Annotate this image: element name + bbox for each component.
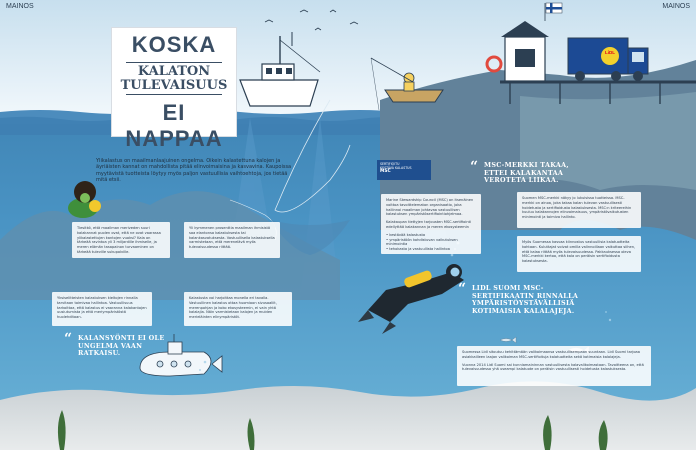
msc-info-sub: Kalakaupan tiettyjen tarjousten MSC-sertifiointi edellyttää kalakannan ja meren ekosysteemin [386, 220, 472, 229]
title-rule-bottom [126, 94, 222, 95]
title-panel [112, 28, 236, 151]
quote-submarine: KALANSYÖNTI EI OLE UNGELMA VAAN RATKAISU. [78, 334, 165, 358]
turtle-fact-box: Tiesitkö, että maailman meriveden suuri kalakannat puolen ovat, että ne ovat vaarassa ylikalastettujen kantojen vuoksi? Kala on tärkeää ravintoa yli 3 miljardille ihmiselle, ja meren elämän tasapainon turvaaminen on tärkeää tuleville sukupolville. [72, 222, 170, 258]
msc-badge-line-1: SERTIFIOITU [380, 162, 400, 166]
title-line-1: KOSKA [131, 32, 217, 57]
quote-lidl: LIDL SUOMI MSC-SERTIFIKAATIN RINNALLA YMPÄRISTÖYSTÄVÄLLISIÄ KOTIMAISIA KALALAJEJA. [472, 284, 579, 315]
fishnet-fact-box: Yli kymmenen prosenttia maailman ihmisistä saa elantonsa kalastuksesta tai kalankasvatuksesta. Vastuullisella kalastuksella varmistetaan, että merenelävä myös tulevaisuudessa riittää. [184, 222, 280, 258]
lidl-info-p1: Suomessa Lidl sitoutuu kehittämään valikoimaansa vastuullisempaan suuntaan. Lidl Suomi tarjoaa asiakkailleen laajan valikoiman MSC-sertifioituja kalatuotteita sekä kotimaisia kalalajeja. [462, 350, 640, 359]
msc-info-box [381, 194, 481, 254]
title-line-4: EI NAPPAA [125, 100, 223, 151]
quote-mark-lidl: “ [458, 281, 467, 297]
right-fact-box-2: Myös Suomessa kasvaa kiinnostus vastuullisia kalatuotteita kohtaan. Kuluttajat voivat omilla valinnoillaan vaikuttaa siihen, että kalaa riittää myös tulevaisuudessa. Pakkauksessa oleva MSC-merkki kertoo, että kala on peräisin sertifioidusta kalastuksesta. [517, 236, 641, 272]
msc-info-main: Marine Stewardship Council (MSC) on itsenäinen voittoa tavoittelematon organisaatio, joka hallinnoi maailman johtavaa vastuullisen kalastuksen ympäristösertifiointiohjelmaa. [386, 198, 474, 217]
lidl-logo: LiDL [605, 50, 615, 55]
msc-badge-line-2: KESTÄVÄ KALASTUS [380, 166, 412, 170]
title-rule-top [126, 62, 222, 63]
ad-label-left: MAINOS [6, 3, 34, 10]
ad-label-right: MAINOS [662, 3, 690, 10]
title-line-2: KALATON [137, 64, 211, 79]
intro-text: Ylikalastus on maailmanlaajuinen ongelma. Oikein kalastettuna kalojen ja äyriäisten kannat on mahdollista pitää elinvoimaisina ja kasvavina. Kaupoissa myytävistä tuotteista löytyy myös paljon vastuullisia vaihtoehtoja, jos tietää mitä etsii. [96, 158, 292, 184]
msc-badge [377, 160, 431, 180]
msc-info-item: • tehokasta ja vastuullista hallintoa [386, 247, 450, 252]
title-line-3: TULEVAISUUS [120, 78, 228, 93]
quote-msc: MSC-MERKKI TAKAA, ETTEI KALAKANTAA VEROTETA LIIKAA. [484, 161, 569, 185]
msc-info-item: • kestävää kalastusta [386, 232, 426, 237]
low-middle-fact-box: Kalastusta voi harjoittaa monella eri tavalla. Vastuullinen kalastus ottaa huomioon sivusaaliit, merenpohjan ja koko ekosysteemin, ei vain yhtä kalalajia. Näin varmistetaan kalojen ja muiden merieläinten elinympäristöt. [184, 292, 292, 326]
msc-badge-logo: MSC [380, 169, 391, 174]
msc-info-item: • ympäristöön kohdistuvan vaikutuksen minimointia [386, 237, 458, 247]
lidl-info-box [457, 346, 651, 386]
lidl-info-p2: Vuonna 2014 Lidl Suomi sai kunniamaininnan vastuullisesta kalavalikoimastaan. Tavoitteena on, että tulevaisuudessa yhä useampi kalatuote on peräisin vastuullisesti hoidetusta kalastuksesta. [462, 362, 644, 372]
low-left-fact-box: Yksiselitteisten kalastuksen kieltojen rinnalla tarvitaan toimivaa hallintoa. Vastuullisuus tarkoittaa, että kalastus ei vaaranna kalakantojen uusiutumista ja että meriympäristöstä huolehditaan. [52, 292, 152, 326]
right-fact-box-1: Suomen MSC-merkki näkyy jo lukuisissa tuotteissa. MSC-merkki on ainoa, joka takaa kalan tulevan vastuullisesti hoidetusta ja sertifioidusta kalastuksesta. MSC:n kriteereihin kuuluu kalakannojen elinvoimaisuus, ympäristövaikutusten minimointi ja toimiva hallinto. [517, 192, 641, 228]
quote-mark-msc: “ [470, 159, 479, 175]
quote-mark-sub: “ [64, 331, 73, 347]
